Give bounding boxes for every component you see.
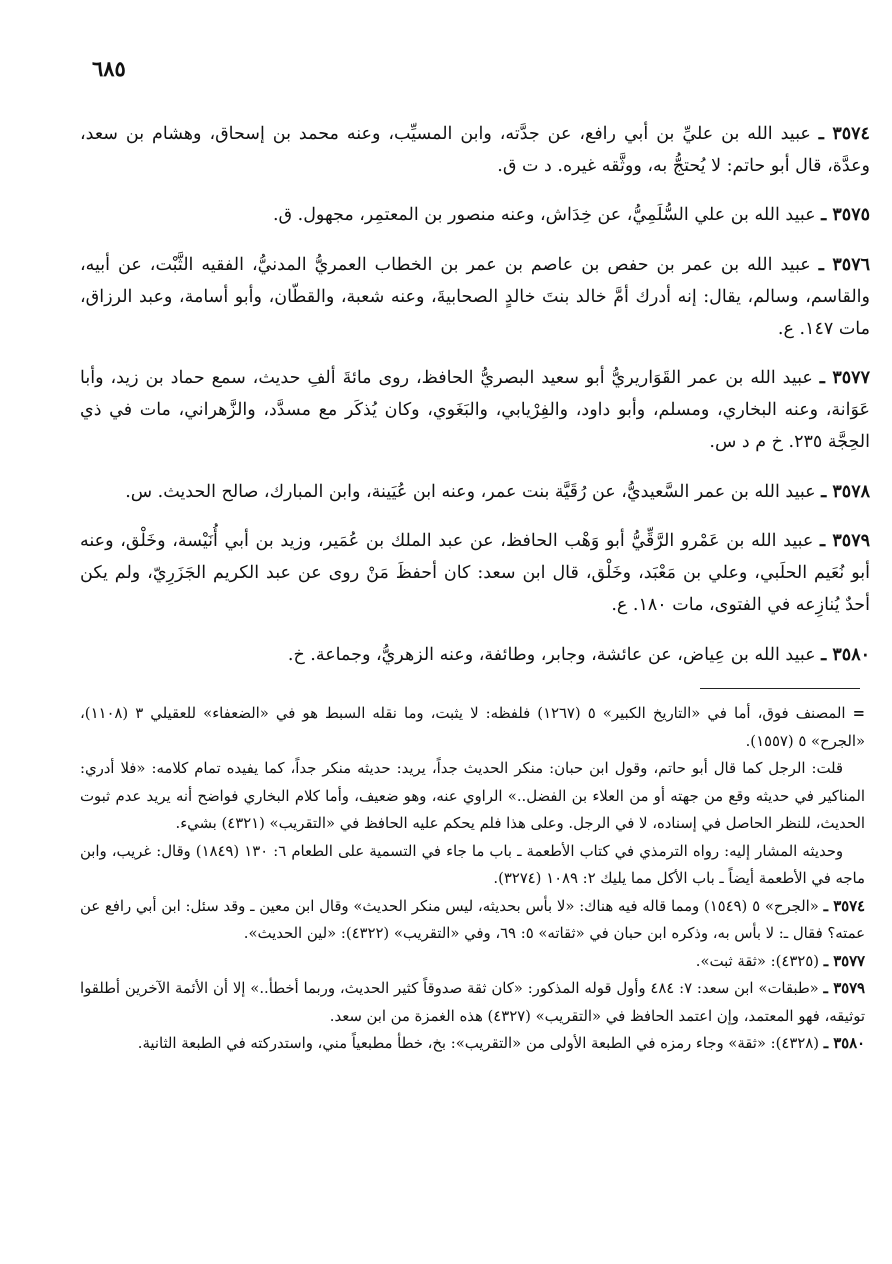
footnote-3580 bbox=[80, 1030, 865, 1058]
entry-3575 bbox=[80, 199, 870, 231]
footnote-text: (٤٣٢٥): «ثقة ثبت». bbox=[695, 952, 819, 970]
footnote-marker: = bbox=[852, 705, 865, 722]
footnotes bbox=[80, 700, 865, 1058]
footnote-text: «طبقات» ابن سعد: ٧: ٤٨٤ وأول قوله المذكور: «كان ثقة صدوقاً كثير الحديث، وربما أخطأ..» إلا أن الأئمة الآخرين أطلقوا توثيقه، فهو المعتمد، وإن اعتمد الحافظ في «التقريب» (٤٣٢٧) هذه الغمزة من ابن سعد. bbox=[80, 980, 865, 1025]
entry-3577 bbox=[80, 362, 870, 458]
footnote-text: (٤٣٢٨): «ثقة» وجاء رمزه في الطبعة الأولى من «التقريب»: بخ، خطأ مطبعياً مني، واستدركته في الطبعة الثانية. bbox=[137, 1035, 819, 1052]
entry-number: ٣٥٧٤ ـ bbox=[818, 123, 870, 144]
entry-number: ٣٥٧٨ ـ bbox=[821, 481, 870, 502]
entry-text: عبيد الله بن عِياض، عن عائشة، وجابر، وطائفة، وعنه الزهريُّ، وجماعة. خ. bbox=[287, 644, 816, 665]
entry-number: ٣٥٧٧ ـ bbox=[819, 368, 870, 388]
footnote-text: وحديثه المشار إليه: رواه الترمذي في كتاب الأطعمة ـ باب ما جاء في التسمية على الطعام ٦: ١٣٠ (١٨٤٩) وقال: غريب، وابن ماجه في الأطعمة أيضاً ـ باب الأكل مما يليك ٢: ١٠٨٩ (٣٢٧٤). bbox=[80, 842, 865, 887]
entry-number: ٣٥٧٥ ـ bbox=[821, 205, 870, 225]
entry-text: عبيد الله بن علي السُّلَمِيُّ، عن خِدَاش، وعنه منصور بن المعتمِر، مجهول. ق. bbox=[272, 205, 816, 225]
entry-3576 bbox=[80, 249, 870, 345]
footnote-paragraph bbox=[80, 838, 865, 893]
footnote-number: ٣٥٧٤ ـ bbox=[823, 897, 865, 915]
entry-3578 bbox=[80, 476, 870, 508]
entry-number: ٣٥٧٦ ـ bbox=[818, 254, 870, 275]
entry-3579 bbox=[80, 525, 870, 621]
entry-text: عبيد الله بن عمر القَوَاريريُّ أبو سعيد البصريُّ الحافظ، روى مائةَ ألفِ حديث، سمع حماد بن زيد، وأبا عَوَانة، وعنه البخاري، ومسلم، وأبو داود، والفِرْيابي، والبَغَوي، وكان يُذكَر مع مسدَّد، والزَّهراني، مات في ذي الحِجَّة ٢٣٥. خ م د س. bbox=[80, 368, 870, 452]
entry-number: ٣٥٨٠ ـ bbox=[821, 644, 870, 665]
footnote-text: قلت: الرجل كما قال أبو حاتم، وقول ابن حبان: منكر الحديث جداً، يريد: حديثه منكر جداً، كما يفيده تمام كلامه: «فلا أدري: المناكير في حديثه وقع من جهته أو من العلاء بن الفضل..» الراوي عنه، وهو ضعيف، وأما كلام البخاري فواضح أنه يريد عدم ثبوت الحديث، للنظر الحاصل في إسناده، لا في الرجل. وعلى هذا فلم يحكم عليه الحافظ في «التقريب» (٤٣٢١) بشيء. bbox=[80, 760, 865, 832]
footnote-text: المصنف فوق، أما في «التاريخ الكبير» ٥ (١٢٦٧) فلفظه: لا يثبت، وما نقله السبط هو في «الضعفاء» للعقيلي ٣ (١١٠٨)، «الجرح» ٥ (١٥٥٧). bbox=[80, 705, 865, 750]
footnote-3579 bbox=[80, 975, 865, 1030]
footnote-text: «الجرح» ٥ (١٥٤٩) ومما قاله فيه هناك: «لا بأس بحديثه، ليس منكر الحديث» وقال ابن معين ـ وقد سئل: ابن أبي رافع عن عمته؟ فقال ـ: لا بأس به، وذكره ابن حبان في «ثقاته» ٥: ٦٩، وفي «التقريب» (٤٣٢٢): «لين الحديث». bbox=[80, 897, 865, 942]
footnote-paragraph bbox=[80, 755, 865, 838]
footnote-continuation bbox=[80, 700, 865, 755]
entry-3574 bbox=[80, 118, 870, 182]
footnote-number: ٣٥٧٧ ـ bbox=[823, 952, 865, 970]
entry-text: عبيد الله بن عَمْرو الرَّقِّيُّ أبو وَهْب الحافظ، عن عبد الملك بن عُمَير، وزيد بن أبي أُنَيْسة، وخَلْق، وعنه أبو نُعَيم الحلَبي، وعلي بن مَعْبَد، وخَلْق، قال ابن سعد: كان أحفظَ مَنْ روى عن عبد الكريم الجَزَرِيّ، ولم يكن أحدٌ يُنازِعه في الفتوى، مات ١٨٠. ع. bbox=[80, 531, 870, 615]
footnote-number: ٣٥٧٩ ـ bbox=[823, 980, 865, 997]
biography-entries bbox=[80, 100, 870, 685]
entry-number: ٣٥٧٩ ـ bbox=[820, 531, 870, 551]
entry-text: عبيد الله بن عليِّ بن أبي رافع، عن جدَّته، وابن المسيِّب، وعنه محمد بن إسحاق، وهشام بن سعد، وعدَّة، قال أبو حاتم: لا يُحتجُّ به، ووثَّقه غيره. د ت ق. bbox=[80, 123, 870, 176]
footnote-3577 bbox=[80, 948, 865, 976]
entry-text: عبيد الله بن عمر السَّعيديُّ، عن رُقَيَّة بنت عمر، وعنه ابن عُيَينة، وابن المبارك، صالح الحديث. س. bbox=[125, 481, 816, 502]
footnote-divider bbox=[700, 688, 860, 689]
footnote-number: ٣٥٨٠ ـ bbox=[823, 1035, 865, 1052]
page-number: ٦٨٥ bbox=[92, 56, 126, 81]
footnote-3574 bbox=[80, 893, 865, 948]
entry-3580 bbox=[80, 639, 870, 671]
entry-text: عبيد الله بن عمر بن حفص بن عاصم بن عمر بن الخطاب العمريُّ المدنيُّ، الفقيه الثَّبْت، عن أبيه، والقاسم، وسالم، يقال: إنه أدرك أمَّ خالد بنتَ خالدٍ الصحابيةَ، وعنه شعبة، والقطّان، وأبو أسامة، وعبد الرزاق، مات ١٤٧. ع. bbox=[80, 254, 870, 339]
